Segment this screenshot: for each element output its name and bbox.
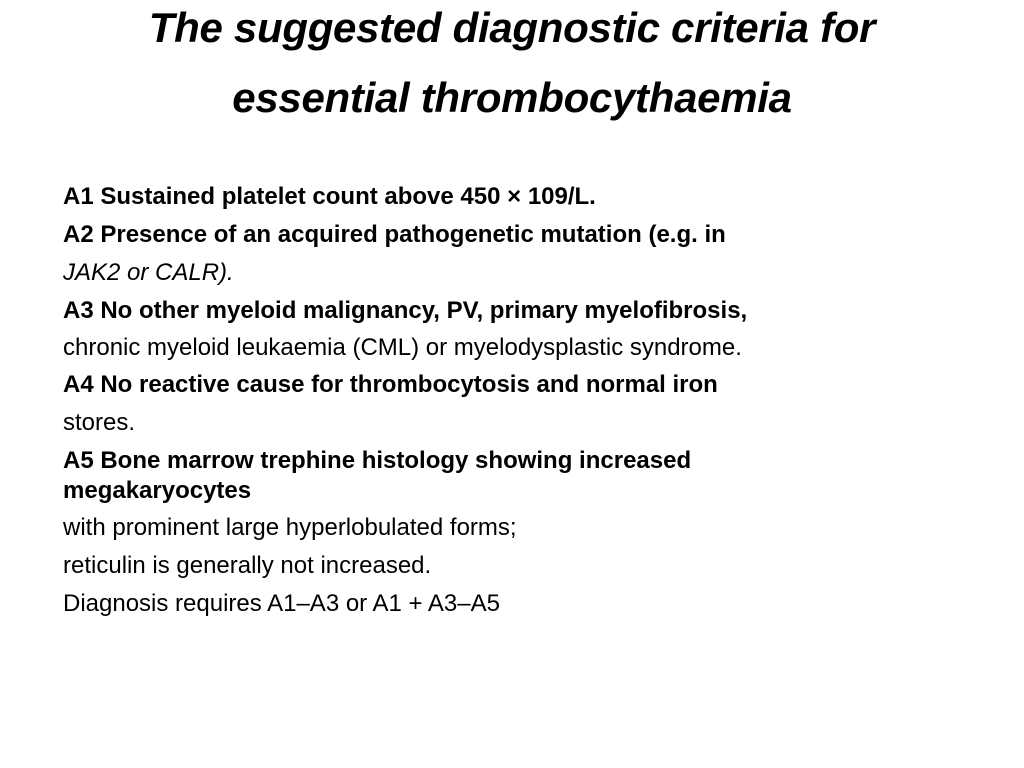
criterion-a1: A1 Sustained platelet count above 450 × 109/L. [63,183,596,210]
slide-title-line-1: The suggested diagnostic criteria for [148,4,876,51]
criterion-a5-continuation-2: reticulin is generally not increased. [63,552,432,579]
diagnosis-rule: Diagnosis requires A1–A3 or A1 + A3–A5 [63,590,500,617]
slide-title-line-2: essential thrombocythaemia [232,74,792,121]
criterion-a3-continuation: chronic myeloid leukaemia (CML) or myelodysplastic syndrome. [63,334,742,361]
criterion-a5: A5 Bone marrow trephine histology showing increased [63,447,692,474]
criterion-a3: A3 No other myeloid malignancy, PV, primary myelofibrosis, [63,297,748,324]
criterion-a5-continuation-1: with prominent large hyperlobulated forms; [63,514,517,541]
criterion-a2-continuation: JAK2 or CALR). [63,259,234,286]
criterion-a5-wrap: megakaryocytes [63,477,252,504]
criterion-a2: A2 Presence of an acquired pathogenetic mutation (e.g. in [63,221,726,248]
criterion-a4: A4 No reactive cause for thrombocytosis and normal iron [63,371,718,398]
criterion-a4-continuation: stores. [63,409,136,436]
